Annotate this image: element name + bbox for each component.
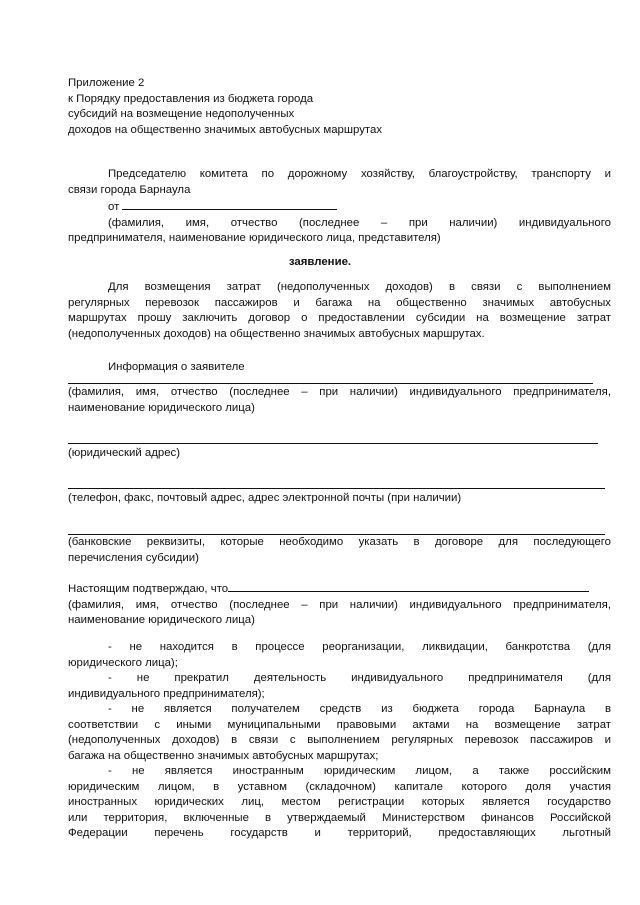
applicant-name-note-line: (фамилия, имя, отчество (последнее – при наличии) индивидуального предпринимателя, <box>68 386 611 398</box>
appendix-line: к Порядку предоставления из бюджета города <box>68 92 314 105</box>
confirmation-blank <box>228 580 589 592</box>
condition-item <box>68 702 611 764</box>
intro-line: (недополученных доходов) на общественно значимых автобусных маршрутах. <box>68 327 485 340</box>
condition-line: индивидуального предпринимателя); <box>68 687 265 700</box>
conditions-list <box>68 640 611 842</box>
condition-line: Федерации перечень государств и территорий, предоставляющих льготный <box>68 827 611 839</box>
confirmation-note: наименование юридического лица) <box>68 614 255 626</box>
appendix-line: доходов на общественно значимых автобусных маршрутах <box>68 123 383 136</box>
applicant-info-heading <box>68 360 611 376</box>
applicant-info-heading-text: Информация о заявителе <box>108 361 245 373</box>
intro-line: Для возмещения затрат (недополученных доходов) в связи с выполнением <box>108 281 611 293</box>
condition-item <box>68 764 611 842</box>
contacts-note-text: (телефон, факс, почтовый адрес, адрес электронной почты (при наличии) <box>68 492 462 504</box>
confirmation-block <box>68 580 611 629</box>
intro-paragraph <box>68 280 611 342</box>
appendix-line: субсидий на возмещение недополученных <box>68 108 295 120</box>
bank-details-note <box>68 535 611 566</box>
condition-line: - не находится в процессе реорганизации, ликвидации, банкротства (для <box>108 641 611 653</box>
addressee-note: (фамилия, имя, отчество (последнее – при наличии) индивидуального <box>108 216 611 229</box>
confirmation-note: (фамилия, имя, отчество (последнее – при наличии) индивидуального предпринимателя, <box>68 598 611 611</box>
condition-line: юридического лица); <box>68 656 178 669</box>
condition-line: (недополученных доходов) в связи с выполнением регулярных перевозок пассажиров и <box>68 734 611 746</box>
intro-line: маршрутах прошу заключить договор о предоставлении субсидии на возмещение затрат <box>68 312 611 324</box>
addressee-block <box>68 167 611 247</box>
from-line <box>68 198 611 216</box>
condition-line: - не прекратил деятельность индивидуального предпринимателя (для <box>108 672 611 684</box>
addressee-line: Председателю комитета по дорожному хозяйству, благоустройству, транспорту и <box>108 168 611 180</box>
from-blank <box>122 198 337 210</box>
applicant-name-line <box>68 383 593 384</box>
bank-details-note-line: (банковские реквизиты, которые необходимо указать в договоре для последующего <box>68 536 611 548</box>
condition-line: или территория, включенные в утверждаемый Министерством финансов Российской <box>68 811 611 824</box>
applicant-name-note-line: наименование юридического лица) <box>68 401 255 414</box>
appendix-header <box>68 76 611 138</box>
condition-line: юридическим лицом, в уставном (складочном) капитале которого доля участия <box>68 780 611 793</box>
condition-item <box>68 671 611 702</box>
addressee-line: связи города Барнаула <box>68 183 191 196</box>
intro-line: регулярных перевозок пассажиров и багажа на общественно значимых автобусных <box>68 296 611 309</box>
confirmation-line <box>68 580 611 598</box>
document-title: заявление. <box>288 256 352 268</box>
condition-item <box>68 640 611 671</box>
condition-line: - не является иностранным юридическим лицом, а также российским <box>108 765 611 777</box>
condition-line: багажа на общественно значимых автобусных маршрутах; <box>68 749 379 762</box>
bank-details-note-line: перечисления субсидии) <box>68 551 199 564</box>
contacts-line <box>68 488 605 489</box>
appendix-number: Приложение 2 <box>68 77 145 89</box>
legal-address-line <box>68 443 598 444</box>
applicant-name-note <box>68 385 611 416</box>
condition-line: соответствии с иными муниципальными правовыми актами на возмещение затрат <box>68 718 611 731</box>
condition-line: иностранных юридических лиц, местом регистрации которых является государство <box>68 796 611 808</box>
legal-address-note <box>68 446 611 462</box>
contacts-note <box>68 491 611 507</box>
confirmation-label: Настоящим подтверждаю, что <box>68 583 229 595</box>
addressee-note: предпринимателя, наименование юридического лица, представителя) <box>68 232 441 244</box>
condition-line: - не является получателем средств из бюджета города Барнаула в <box>108 703 611 715</box>
from-label: от <box>108 201 120 213</box>
legal-address-note-text: (юридический адрес) <box>68 447 181 459</box>
